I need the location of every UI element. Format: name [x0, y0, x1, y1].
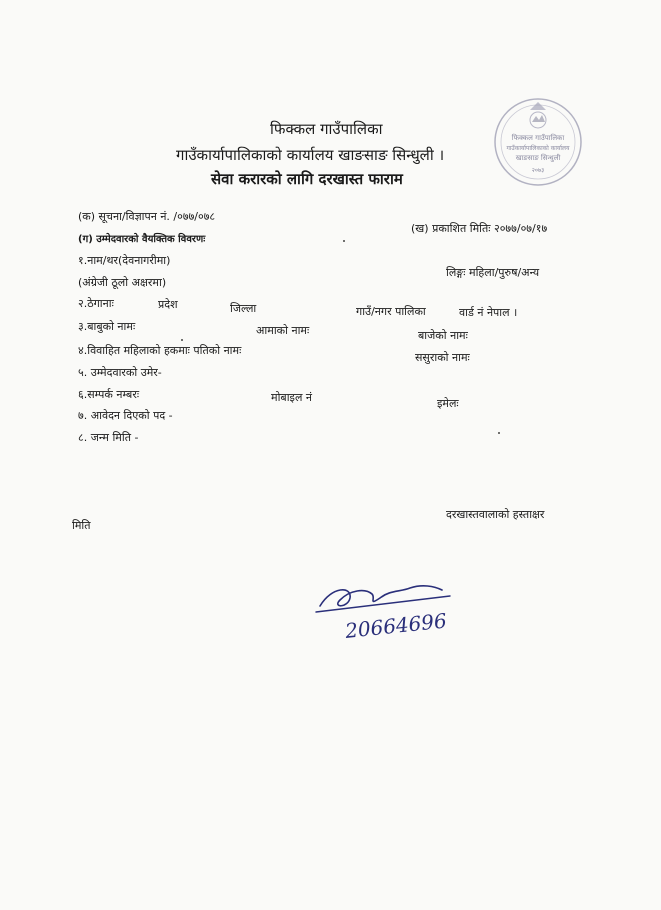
post-applied-label: ७. आवेदन दिएको पद - [78, 409, 173, 422]
office-name: फिक्कल गाउँपालिका [270, 120, 383, 138]
paper-speck [498, 432, 500, 434]
province-label: प्रदेश [158, 298, 178, 311]
name-english-label: (अंग्रेजी ठूलो अक्षरमा) [78, 276, 167, 289]
date-label: मिति [72, 519, 91, 532]
husband-name-label: ४.विवाहित महिलाको हकमाः पतिको नामः [78, 344, 242, 357]
office-address: गाउँकार्यापालिकाको कार्यालय खाङसाङ सिन्धुली । [176, 146, 445, 164]
handwritten-signature [310, 578, 460, 648]
age-label: ५. उम्मेदवारको उमेर- [78, 366, 162, 379]
father-in-law-name-label: ससुराको नामः [415, 351, 470, 364]
name-devanagari-label: १.नाम/थर(देवनागरीमा) [78, 254, 171, 267]
paper-speck [343, 240, 345, 242]
svg-text:फिक्कल गाउँपालिका: फिक्कल गाउँपालिका [511, 134, 565, 142]
email-label: इमेलः [437, 397, 459, 410]
published-date: (ख) प्रकाशित मितिः २०७७/०७/१७ [411, 222, 548, 235]
grandfather-name-label: बाजेको नामः [418, 329, 468, 342]
municipality-label: गाउँ/नगर पालिका [356, 305, 426, 318]
personal-details-heading: (ग) उम्मेदवारको वैयक्तिक विवरणः [78, 234, 206, 245]
applicant-signature-label: दरखास्तवालाको हस्ताक्षर [446, 508, 545, 521]
svg-text:गाउँकार्यापालिकाको कार्यालय: गाउँकार्यापालिकाको कार्यालय [506, 145, 570, 152]
birth-date-label: ८. जन्म मिति - [78, 431, 139, 444]
mother-name-label: आमाको नामः [256, 324, 310, 337]
svg-text:२०७३: २०७३ [531, 167, 545, 174]
form-title: सेवा करारको लागि दरखास्त फाराम [211, 170, 403, 188]
svg-text:खाङसाङ सिन्धुली: खाङसाङ सिन्धुली [515, 154, 561, 162]
gender-label: लिङ्गः महिला/पुरुष/अन्य [446, 266, 540, 279]
father-name-label: ३.बाबुको नामः [78, 320, 136, 333]
office-seal-icon [492, 96, 584, 188]
contact-number-label: ६.सम्पर्क नम्बरः [78, 388, 140, 401]
notice-number: (क) सूचना/विज्ञापन नं. /०७७/०७८ [78, 210, 216, 223]
paper-speck [181, 339, 183, 341]
svg-text:20664696: 20664696 [344, 608, 448, 643]
mobile-number-label: मोबाइल नं [271, 391, 313, 404]
ward-number-label: वार्ड नं नेपाल । [459, 306, 518, 319]
address-label: २.ठेगानाः [78, 297, 114, 310]
district-label: जिल्ला [230, 302, 257, 315]
